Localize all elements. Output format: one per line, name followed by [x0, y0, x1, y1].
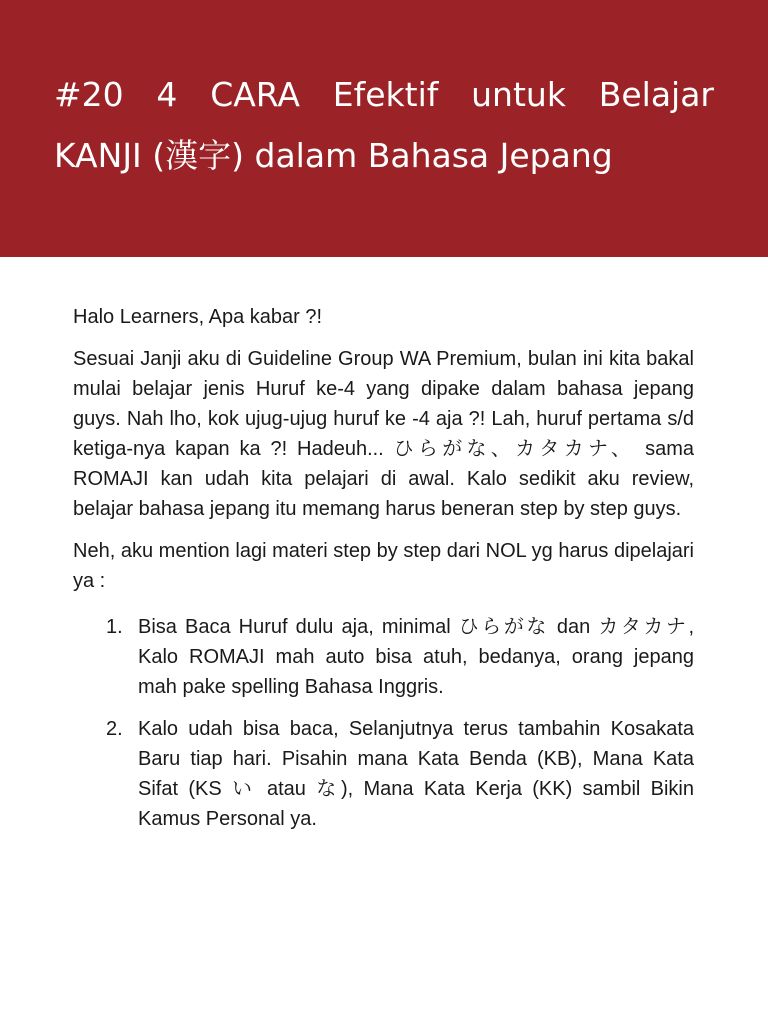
- list-item-number: 1.: [106, 616, 123, 638]
- greeting-text: Halo Learners, Apa kabar ?!: [73, 306, 323, 328]
- intro-paragraph: Sesuai Janji aku di Guideline Group WA Premium, bulan ini kita bakal mulai belajar jenis Huruf ke-4 yang dipake dalam bahasa jepang guys. Nah lho, kok ujug-ujug huruf ke -4 aja ?! Lah, huruf pertama s/d ketiga-nya kapan ka ?! Hadeuh... ひらがな、カタカナ、 sama ROMAJI kan udah kita pelajari di awal. Kalo sedikit aku review, belajar bahasa jepang itu memang harus beneran step by step guys.: [73, 348, 694, 520]
- steps-intro-paragraph: Neh, aku mention lagi materi step by step dari NOL yg harus dipelajari ya :: [73, 540, 694, 592]
- page-title-line-2: KANJI (漢字) dalam Bahasa Jepang: [54, 136, 613, 175]
- page-title: [54, 64, 714, 186]
- list-item-number: 2.: [106, 718, 123, 740]
- list-item: [73, 612, 694, 702]
- list-item: [73, 714, 694, 834]
- steps-list: [73, 612, 694, 834]
- article-body: [73, 302, 694, 846]
- list-item-text: Kalo udah bisa baca, Selanjutnya terus tambahin Kosakata Baru tiap hari. Pisahin mana Kata Benda (KB), Mana Kata Sifat (KS い atau な), Mana Kata Kerja (KK) sambil Bikin Kamus Personal ya.: [138, 718, 694, 830]
- list-item-text: Bisa Baca Huruf dulu aja, minimal ひらがな dan カタカナ, Kalo ROMAJI mah auto bisa atuh, bedanya, orang jepang mah pake spelling Bahasa Inggris.: [138, 616, 694, 698]
- title-banner: [0, 0, 768, 257]
- page-title-line-1: #20 4 CARA Efektif untuk Belajar: [54, 75, 714, 114]
